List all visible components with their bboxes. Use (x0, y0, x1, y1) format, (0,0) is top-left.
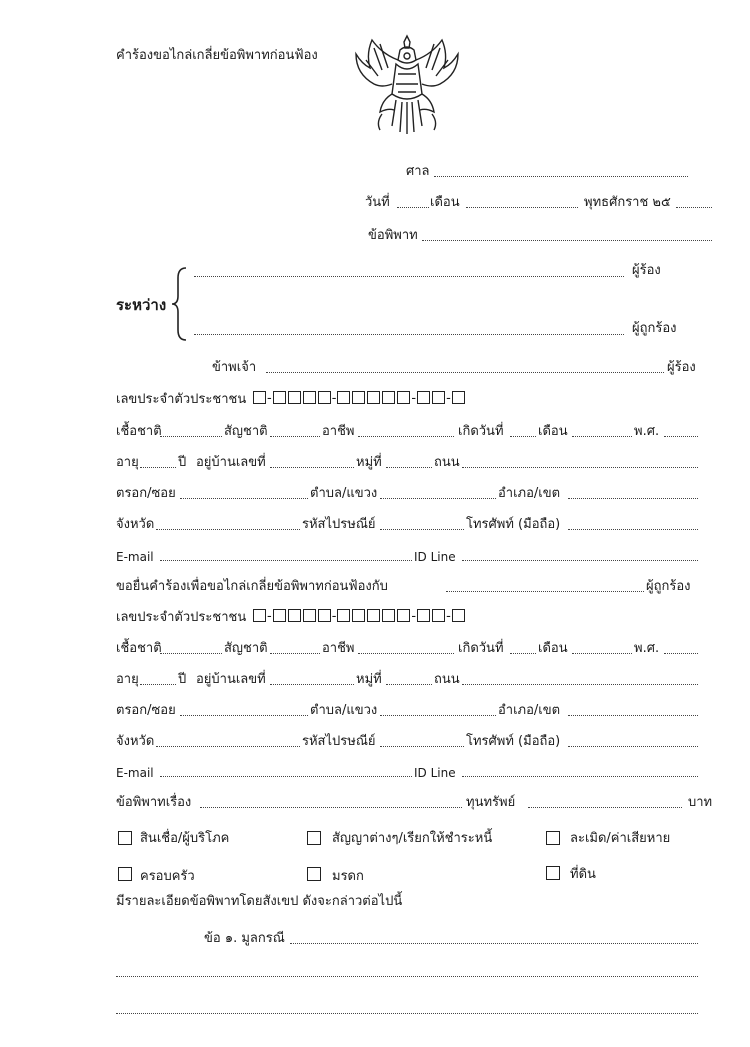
applicant-soi-label: ตรอก/ซอย (116, 486, 176, 501)
respondent-occupation-label: อาชีพ (322, 641, 355, 656)
option-land: ที่ดิน (570, 867, 596, 882)
applicant-name-field[interactable] (194, 276, 624, 277)
applicant-id-boxes[interactable]: - - - - (252, 391, 466, 407)
date-month-field[interactable] (466, 207, 578, 208)
request-text: ขอยื่นคำร้องเพื่อขอไกล่เกลี่ยข้อพิพาทก่อนฟ้องกับ (116, 579, 388, 594)
checkbox-tort-damages[interactable] (546, 831, 560, 845)
applicant-district-field[interactable] (568, 498, 698, 499)
respondent-district-label: อำเภอ/เขต (498, 703, 561, 718)
respondent-house-field[interactable] (270, 684, 354, 685)
date-year-field[interactable] (676, 207, 712, 208)
applicant-line-field[interactable] (462, 560, 698, 561)
respondent-email-label: E-mail (116, 766, 154, 780)
respondent-age-label: อายุ (116, 672, 139, 687)
applicant-road-field[interactable] (462, 467, 698, 468)
applicant-road-label: ถนน (434, 455, 460, 470)
option-consumer-credit: สินเชื่อ/ผู้บริโภค (140, 831, 230, 846)
applicant-house-label: อยู่บ้านเลขที่ (196, 455, 266, 470)
respondent-role-label: ผู้ถูกร้อง (632, 321, 677, 336)
respondent-born-year-field[interactable] (664, 653, 698, 654)
applicant-years-label: ปี (178, 455, 187, 470)
applicant-email-label: E-mail (116, 550, 154, 564)
respondent-id-boxes[interactable]: - - - - (252, 609, 466, 625)
checkbox-consumer-credit[interactable] (118, 831, 132, 845)
respondent-postcode-label: รหัสไปรษณีย์ (302, 734, 376, 749)
applicant-district-label: อำเภอ/เขต (498, 486, 561, 501)
respondent-province-label: จังหวัด (116, 734, 155, 749)
respondent-years-label: ปี (178, 672, 187, 687)
summary-intro: มีรายละเอียดข้อพิพาทโดยสังเขป ดังจะกล่าวต่อไปนี้ (116, 894, 403, 909)
baht-label: บาท (688, 795, 713, 810)
respondent-phone-field[interactable] (568, 746, 698, 747)
respondent-line-label: ID Line (414, 766, 456, 780)
respondent-nationality-label: เชื้อชาติ (116, 641, 162, 656)
checkbox-land[interactable] (546, 866, 560, 880)
checkbox-contracts-debt[interactable] (307, 831, 321, 845)
respondent-postcode-field[interactable] (380, 746, 464, 747)
respondent-nationality-field[interactable] (160, 653, 222, 654)
respondent-district-field[interactable] (568, 715, 698, 716)
respondent-moo-field[interactable] (386, 684, 432, 685)
applicant-occupation-field[interactable] (358, 436, 454, 437)
respondent-moo-label: หมู่ที่ (356, 672, 382, 687)
respondent-house-label: อยู่บ้านเลขที่ (196, 672, 266, 687)
respondent-soi-label: ตรอก/ซอย (116, 703, 176, 718)
applicant-province-field[interactable] (156, 529, 300, 530)
respondent-be-label: พ.ศ. (634, 641, 660, 656)
applicant-nationality-field[interactable] (160, 436, 222, 437)
applicant-self-role: ผู้ร้อง (667, 360, 696, 375)
respondent-id-label: เลขประจำตัวประชาชน (116, 610, 247, 625)
applicant-nationality-label: เชื้อชาติ (116, 424, 162, 439)
summary-line-3[interactable] (116, 1013, 698, 1014)
applicant-be-label: พ.ศ. (634, 424, 660, 439)
applicant-line-label: ID Line (414, 550, 456, 564)
item1-label: ข้อ ๑. มูลกรณี (204, 931, 285, 946)
applicant-occupation-label: อาชีพ (322, 424, 355, 439)
respondent-road-label: ถนน (434, 672, 460, 687)
applicant-born-year-field[interactable] (664, 436, 698, 437)
between-label: ระหว่าง (116, 296, 167, 314)
date-label: วันที่ (365, 195, 390, 210)
respondent-subdistrict-field[interactable] (380, 715, 496, 716)
checkbox-family[interactable] (118, 867, 132, 881)
applicant-citizenship-field[interactable] (270, 436, 320, 437)
respondent-road-field[interactable] (462, 684, 698, 685)
applicant-email-field[interactable] (160, 560, 412, 561)
option-family: ครอบครัว (140, 869, 195, 884)
checkbox-inheritance[interactable] (307, 867, 321, 881)
applicant-born-label: เกิดวันที่ (458, 424, 504, 439)
option-inheritance: มรดก (332, 869, 364, 884)
brace-icon (170, 266, 190, 342)
applicant-role-label: ผู้ร้อง (632, 263, 661, 278)
form-title: คำร้องขอไกล่เกลี่ยข้อพิพาทก่อนฟ้อง (116, 48, 318, 63)
respondent-phone-label: โทรศัพท์ (มือถือ) (466, 734, 561, 749)
applicant-soi-field[interactable] (180, 498, 308, 499)
dispute-subject-field[interactable] (200, 807, 462, 808)
garuda-emblem (352, 34, 462, 138)
court-field[interactable] (434, 176, 688, 177)
applicant-province-label: จังหวัด (116, 517, 155, 532)
applicant-born-month-field[interactable] (572, 436, 632, 437)
respondent-born-label: เกิดวันที่ (458, 641, 504, 656)
request-role-label: ผู้ถูกร้อง (646, 579, 691, 594)
respondent-line-field[interactable] (462, 776, 698, 777)
applicant-age-field[interactable] (140, 467, 176, 468)
capital-label: ทุนทรัพย์ (466, 795, 516, 810)
dispute-field[interactable] (422, 240, 712, 241)
i-label: ข้าพเจ้า (212, 360, 257, 375)
applicant-moo-field[interactable] (386, 467, 432, 468)
dispute-subject-label: ข้อพิพาทเรื่อง (116, 795, 192, 810)
respondent-month-label: เดือน (538, 641, 568, 656)
respondent-citizenship-label: สัญชาติ (224, 641, 268, 656)
year-label: พุทธศักราช ๒๕ (584, 195, 671, 210)
dispute-label: ข้อพิพาท (368, 228, 418, 243)
date-day-field[interactable] (397, 207, 429, 208)
applicant-subdistrict-label: ตำบล/แขวง (310, 486, 378, 501)
respondent-age-field[interactable] (140, 684, 176, 685)
applicant-age-label: อายุ (116, 455, 139, 470)
respondent-occupation-field[interactable] (358, 653, 454, 654)
respondent-subdistrict-label: ตำบล/แขวง (310, 703, 378, 718)
respondent-name-field[interactable] (194, 334, 624, 335)
applicant-postcode-label: รหัสไปรษณีย์ (302, 517, 376, 532)
applicant-born-day-field[interactable] (510, 436, 536, 437)
applicant-month-label: เดือน (538, 424, 568, 439)
applicant-phone-label: โทรศัพท์ (มือถือ) (466, 517, 561, 532)
applicant-citizenship-label: สัญชาติ (224, 424, 268, 439)
applicant-id-label: เลขประจำตัวประชาชน (116, 392, 247, 407)
respondent-born-day-field[interactable] (510, 653, 536, 654)
applicant-subdistrict-field[interactable] (380, 498, 496, 499)
applicant-moo-label: หมู่ที่ (356, 455, 382, 470)
summary-line-2[interactable] (116, 976, 698, 977)
respondent-citizenship-field[interactable] (270, 653, 320, 654)
option-contracts-debt: สัญญาต่างๆ/เรียกให้ชำระหนี้ (332, 831, 493, 846)
option-tort-damages: ละเมิด/ค่าเสียหาย (570, 831, 671, 846)
respondent-email-field[interactable] (160, 776, 412, 777)
applicant-self-name-field[interactable] (266, 372, 664, 373)
respondent-born-month-field[interactable] (572, 653, 632, 654)
court-label: ศาล (406, 164, 430, 179)
applicant-postcode-field[interactable] (380, 529, 464, 530)
respondent-province-field[interactable] (156, 746, 300, 747)
capital-field[interactable] (528, 807, 682, 808)
respondent-soi-field[interactable] (180, 715, 308, 716)
applicant-phone-field[interactable] (568, 529, 698, 530)
request-respondent-field[interactable] (446, 591, 644, 592)
applicant-house-field[interactable] (270, 467, 354, 468)
month-label: เดือน (430, 195, 460, 210)
item1-field[interactable] (290, 943, 698, 944)
